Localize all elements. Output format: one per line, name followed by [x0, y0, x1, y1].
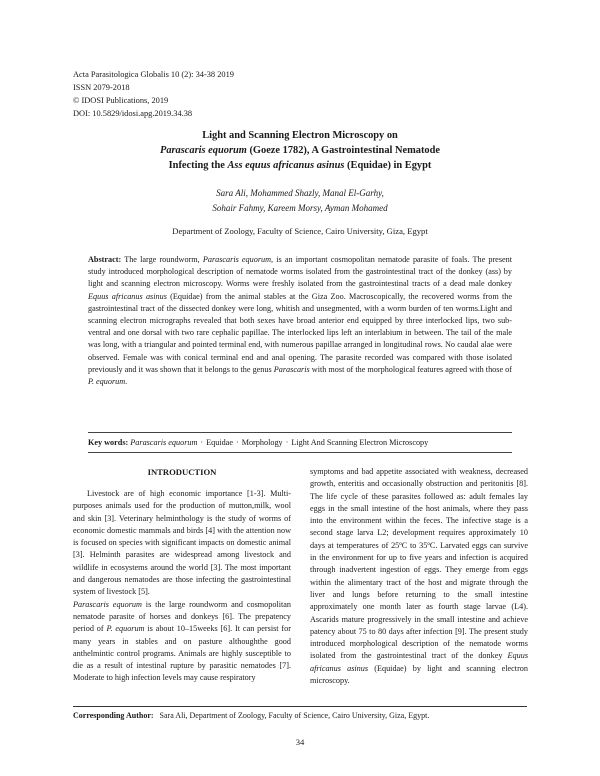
intro-text: is about 10–15weeks [6]. It can persist for many years in stables and on pasture althoughthe good anthelmintic control programs. Animals are highly susceptible to die as a result of intestinal rupture by parasitic nematodes [7]. Moderate to high infection levels may cause respiratory [73, 624, 291, 683]
abstract-text: (Equidae) from the animal stables at the Giza Zoo. Macroscopically, the recovered worms from the gastrointestinal tract of the dissected donkey were long, whitish and unsegmented, with a worm burden of ten worms.Light and scanning electron micrographs revealed that both sexes have broad anterior end equipped by three interlocked lips, two sub-ventral and one dorsal with two rare cephalic papillae. The interlocked lips left an interlabium in between. The tail of the male was long, with a triangular and pointed terminal end, with numerous papillae arranged in longitudinal rows. No caudal alae were observed. Female was with conical terminal end and anal opening. The parasite recorded was compared with those isolated previously and it was shown that it belongs to the genus [88, 291, 512, 374]
intro-text: symptoms and bad appetite associated with weakness, decreased growth, enteritis and occasionally obstruction and peritonitis [8]. The life cycle of these parasites followed as: adult females lay eggs in the small intestine of the host animals, where they pass into the environment within the feces. The infective stage is a second stage larva L2; development requires approximately 10 days at temperatures of 25ºC to 35ºC. Larvated eggs can survive in the environment for up to five years and infection is acquired through inadvertent ingestion of eggs. They emerge from eggs within the alimentary tract of the host and migrate through the liver and lungs before returning to the small intestine approximately one month later as fourth stage larvae (L4). Ascarids mature progressively in the small intestine and achieve patency about 75 to 80 days after infection [9]. The present study introduced morphological description of the nematode worms isolated from the gastrointestinal tract of the donkey [310, 467, 528, 661]
title-line-3-a: Infecting the [168, 160, 228, 171]
keyword: Morphology [241, 438, 283, 447]
keyword: Light And Scanning Electron Microscopy [291, 438, 429, 447]
abstract-text: with most of the morphological features agreed with those of [309, 364, 512, 374]
intro-text: (Equidae) by light and scanning electron microscopy. [310, 663, 528, 686]
title-host: Ass equus africanus asinus [227, 160, 345, 171]
column-right [310, 466, 528, 687]
journal-issn: ISSN 2079-2018 [73, 83, 130, 92]
keyword-separator: · [200, 438, 204, 447]
abstract-text: , is an important cosmopolitan nematode parasite of foals. The present study introduced morphological description of nematode worms isolated from the gastrointestinal tract of the donkey (ass) by light and scanning electron microscopy. Worms were freshly isolated from the gastrointestinal tracts of a dead male donkey [88, 255, 513, 289]
keywords-divider-bottom [88, 452, 512, 453]
authors-line-2: Sohair Fahmy, Kareem Morsy, Ayman Mohamed [212, 203, 388, 213]
intro-paragraph-2 [73, 599, 291, 685]
title-line-2-rest: (Goeze 1782), A Gastrointestinal Nematode [246, 145, 441, 156]
journal-doi: DOI: 10.5829/idosi.apg.2019.34.38 [73, 109, 193, 118]
footer-divider [73, 706, 527, 707]
title-line-2 [73, 143, 527, 158]
intro-paragraph-1: Livestock are of high economic importance [1-3]. Multi-purposes animals used for the production of mutton,milk, wool and skin [3]. Veterinary helminthology is the study of worms of economic domestic mammals and birds [4] with the attention now is focused on species with significant impacts on domestic animal [3]. Helminth parasites are widespread among livestock and wildlife in ecosystems around the world [3]. The most important and dangerous nematodes are those infecting the gastrointestinal system of livestock [5]. [73, 489, 291, 597]
column-left [73, 466, 291, 685]
keywords [88, 437, 512, 449]
abstract-italic: Parascaris [273, 364, 310, 374]
keyword: Parascaris equorum [130, 438, 198, 447]
title-line-3 [73, 158, 527, 173]
abstract-text: . [125, 377, 128, 387]
intro-italic: Parascaris equorum [73, 599, 142, 609]
intro-text: is the large roundworm and cosmopolitan nematode parasite of horses and donkeys [6]. The prepatency period of [73, 599, 291, 634]
paper-title [73, 128, 527, 173]
intro-italic: Equus africanus asinus [310, 651, 528, 673]
title-line-3-b: (Equidae) in Egypt [344, 160, 432, 171]
journal-citation: Acta Parasitologica Globalis 10 (2): 34-38 2019 [73, 70, 234, 79]
intro-italic: P. equorum [106, 624, 145, 634]
keywords-label: Key words: [88, 438, 129, 447]
corresponding-text: Sara Ali, Department of Zoology, Faculty of Science, Cairo University, Giza, Egypt. [159, 711, 430, 720]
keywords-divider-top [88, 432, 512, 433]
abstract-italic: Equus africanus asinus [88, 291, 167, 301]
abstract-label: Abstract: [88, 255, 122, 264]
intro-paragraph-3 [310, 466, 528, 687]
page-number: 34 [295, 737, 305, 747]
abstract-italic: P. equorum [88, 377, 126, 387]
journal-info [73, 68, 234, 120]
corresponding-author [73, 710, 429, 721]
title-species: Parascaris equorum [159, 145, 247, 156]
corresponding-label: Corresponding Author: [73, 711, 154, 720]
abstract [88, 254, 512, 388]
keyword: Equidae [206, 438, 233, 447]
authors-line-1: Sara Ali, Mohammed Shazly, Manal El-Garhy, [216, 188, 384, 198]
abstract-text: The large roundworm, [121, 255, 203, 264]
section-heading: INTRODUCTION [147, 467, 217, 477]
journal-copyright: © IDOSI Publications, 2019 [73, 96, 169, 105]
abstract-italic: Parascaris equorum [202, 255, 272, 264]
affiliation: Department of Zoology, Faculty of Science, Cairo University, Giza, Egypt [172, 226, 428, 236]
authors [73, 186, 527, 216]
keyword-separator: · [285, 438, 289, 447]
keyword-separator: · [235, 438, 239, 447]
title-line-1: Light and Scanning Electron Microscopy on [202, 130, 398, 141]
